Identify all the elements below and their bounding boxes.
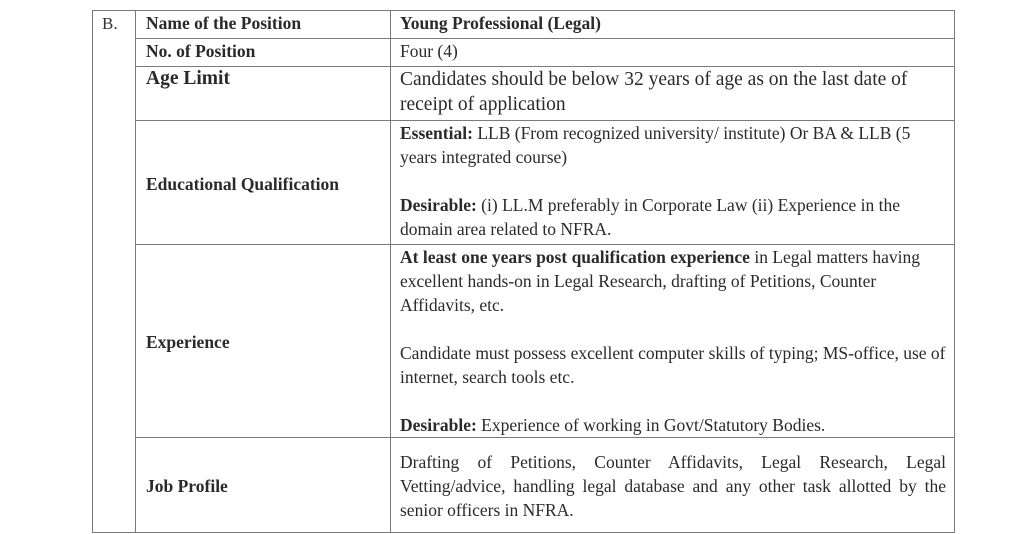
position-name-value: Young Professional (Legal) — [391, 11, 955, 39]
table-row — [93, 39, 955, 67]
table-row — [93, 11, 955, 39]
experience-label: Experience — [136, 245, 391, 438]
position-count-label: No. of Position — [136, 39, 391, 67]
experience-lead-text: in Legal matters having excellent hands-on in Legal Research, drafting of Petitions, Counter Affidavits, etc. — [400, 247, 921, 315]
computer-skills-paragraph: Candidate must possess excellent computer skills of typing; MS-office, use of internet, search tools etc. — [400, 343, 946, 387]
desirable-paragraph — [400, 193, 946, 241]
position-count-value: Four (4) — [391, 39, 955, 67]
age-limit-label: Age Limit — [136, 67, 391, 121]
experience-desirable-text: Experience of working in Govt/Statutory Bodies. — [481, 415, 826, 435]
job-profile-value: Drafting of Petitions, Counter Affidavits, Legal Research, Legal Vetting/advice, handling legal database and any other task allotted by the senior officers in NFRA. — [391, 438, 955, 533]
desirable-text: (i) LL.M preferably in Corporate Law (ii) Experience in the domain area related to NFRA. — [400, 195, 901, 239]
table-row — [93, 438, 955, 533]
essential-label: Essential: — [400, 123, 473, 143]
experience-value — [391, 245, 955, 438]
position-name-label: Name of the Position — [136, 11, 391, 39]
table-row — [93, 67, 955, 121]
table-row — [93, 121, 955, 245]
experience-desirable-paragraph — [400, 413, 946, 437]
qualification-label: Educational Qualification — [136, 121, 391, 245]
table-row — [93, 245, 955, 438]
experience-lead-bold: At least one years post qualification experience — [400, 247, 750, 267]
desirable-label: Desirable: — [400, 195, 477, 215]
qualification-value — [391, 121, 955, 245]
job-profile-label: Job Profile — [136, 438, 391, 533]
position-details-table — [92, 10, 955, 533]
experience-desirable-label: Desirable: — [400, 415, 477, 435]
experience-lead-paragraph — [400, 245, 946, 317]
age-limit-value: Candidates should be below 32 years of age as on the last date of receipt of application — [391, 67, 955, 121]
essential-text: LLB (From recognized university/ institute) Or BA & LLB (5 years integrated course) — [400, 123, 911, 167]
section-marker: B. — [93, 11, 136, 533]
essential-paragraph — [400, 121, 946, 169]
